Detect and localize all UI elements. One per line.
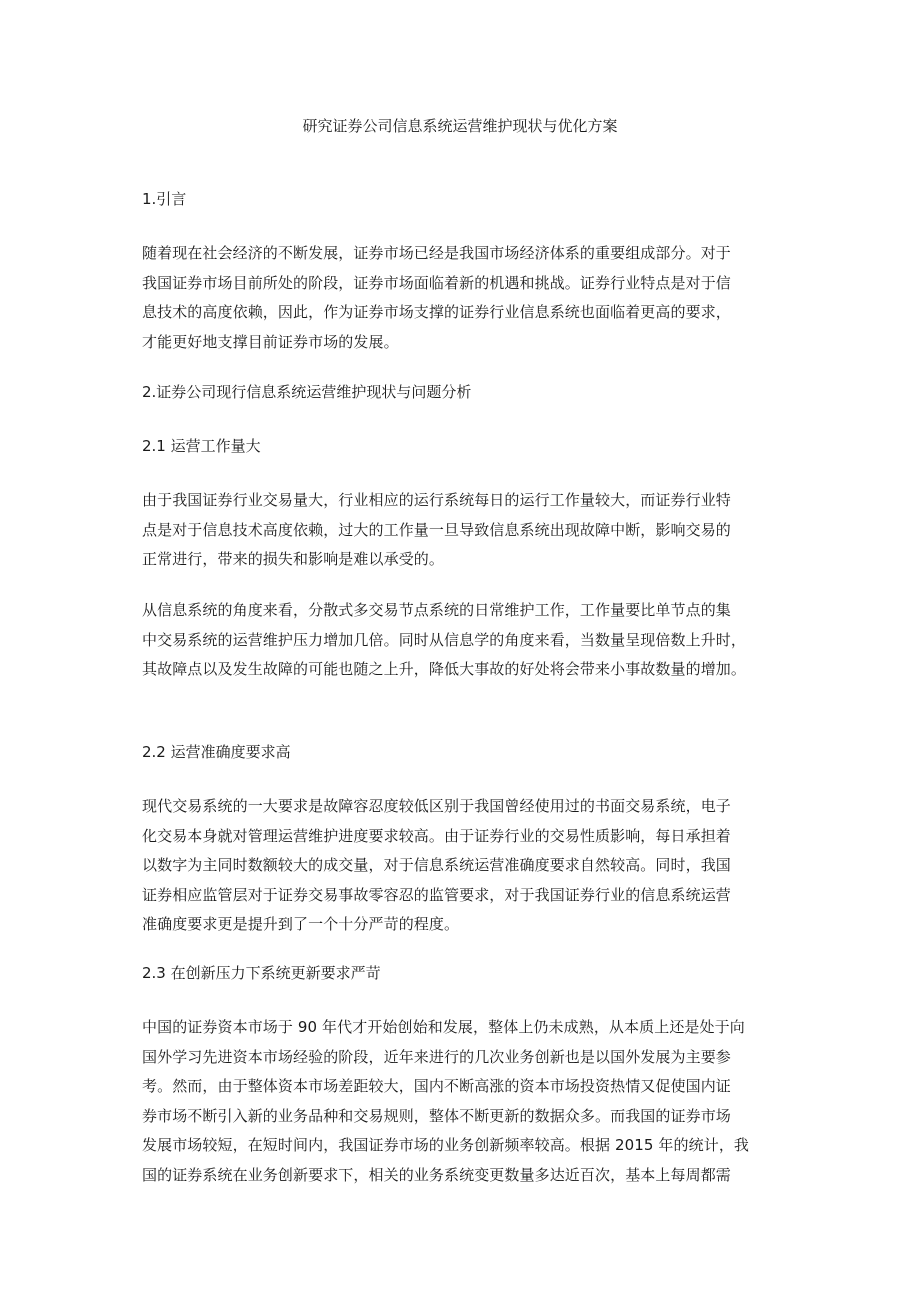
paragraph-2-1-a bbox=[142, 486, 782, 575]
section-heading-2-1: 2.1 运营工作量大 bbox=[142, 437, 261, 455]
paragraph-line: 息技术的高度依赖，因此，作为证券市场支撑的证券行业信息系统也面临着更高的要求， bbox=[142, 303, 731, 321]
paragraph-intro bbox=[142, 239, 782, 357]
paragraph-line: 考。然而，由于整体资本市场差距较大，国内不断高涨的资本市场投资热情又促使国内证 bbox=[142, 1077, 731, 1095]
section-heading-2: 2.证券公司现行信息系统运营维护现状与问题分析 bbox=[142, 383, 472, 401]
paragraph-line: 正常进行，带来的损失和影响是难以承受的。 bbox=[142, 550, 445, 568]
paragraph-line: 其故障点以及发生故障的可能也随之上升，降低大事故的好处将会带来小事故数量的增加。 bbox=[142, 660, 747, 678]
paragraph-line: 以数字为主同时数额较大的成交量，对于信息系统运营准确度要求自然较高。同时，我国 bbox=[142, 856, 731, 874]
paragraph-line: 券市场不断引入新的业务品种和交易规则，整体不断更新的数据众多。而我国的证券市场 bbox=[142, 1106, 731, 1125]
paragraph-line: 化交易本身就对管理运营维护进度要求较高。由于证券行业的交易性质影响，每日承担着 bbox=[142, 826, 731, 845]
paragraph-line: 准确度要求更是提升到了一个十分严苛的程度。 bbox=[142, 915, 460, 933]
paragraph-line: 从信息系统的角度来看，分散式多交易节点系统的日常维护工作，工作量要比单节点的集 bbox=[142, 601, 731, 619]
paragraph-line: 我国证券市场目前所处的阶段，证券市场面临着新的机遇和挑战。证券行业特点是对于信 bbox=[142, 273, 731, 292]
paragraph-line: 发展市场较短，在短时间内，我国证券市场的业务创新频率较高。根据 2015 年的统计，我 bbox=[142, 1136, 750, 1154]
paragraph-line: 中交易系统的运营维护压力增加几倍。同时从信息学的角度来看，当数量呈现倍数上升时， bbox=[142, 630, 747, 649]
paragraph-2-1-b bbox=[142, 596, 782, 685]
paragraph-line: 证券相应监管层对于证券交易事故零容忍的监管要求，对于我国证券行业的信息系统运营 bbox=[142, 885, 731, 904]
paragraph-line: 随着现在社会经济的不断发展，证券市场已经是我国市场经济体系的重要组成部分。对于 bbox=[142, 244, 731, 262]
document-title: 研究证券公司信息系统运营维护现状与优化方案 bbox=[302, 117, 618, 135]
section-heading-2-3: 2.3 在创新压力下系统更新要求严苛 bbox=[142, 964, 381, 982]
section-heading-2-2: 2.2 运营准确度要求高 bbox=[142, 743, 291, 761]
paragraph-line: 才能更好地支撑目前证券市场的发展。 bbox=[142, 332, 399, 351]
paragraph-line: 国外学习先进资本市场经验的阶段，近年来进行的几次业务创新也是以国外发展为主要参 bbox=[142, 1047, 731, 1066]
paragraph-line: 点是对于信息技术高度依赖，过大的工作量一旦导致信息系统出现故障中断，影响交易的 bbox=[142, 520, 731, 539]
paragraph-2-3 bbox=[142, 1013, 782, 1190]
paragraph-2-2 bbox=[142, 792, 782, 940]
paragraph-line: 中国的证券资本市场于 90 年代才开始创始和发展，整体上仍未成熟，从本质上还是处于向 bbox=[142, 1018, 745, 1036]
paragraph-line: 由于我国证券行业交易量大，行业相应的运行系统每日的运行工作量较大，而证券行业特 bbox=[142, 491, 731, 509]
paragraph-line: 现代交易系统的一大要求是故障容忍度较低区别于我国曾经使用过的书面交易系统，电子 bbox=[142, 797, 731, 815]
section-heading-intro: 1.引言 bbox=[142, 190, 187, 208]
paragraph-line: 国的证券系统在业务创新要求下，相关的业务系统变更数量多达近百次，基本上每周都需 bbox=[142, 1165, 731, 1184]
